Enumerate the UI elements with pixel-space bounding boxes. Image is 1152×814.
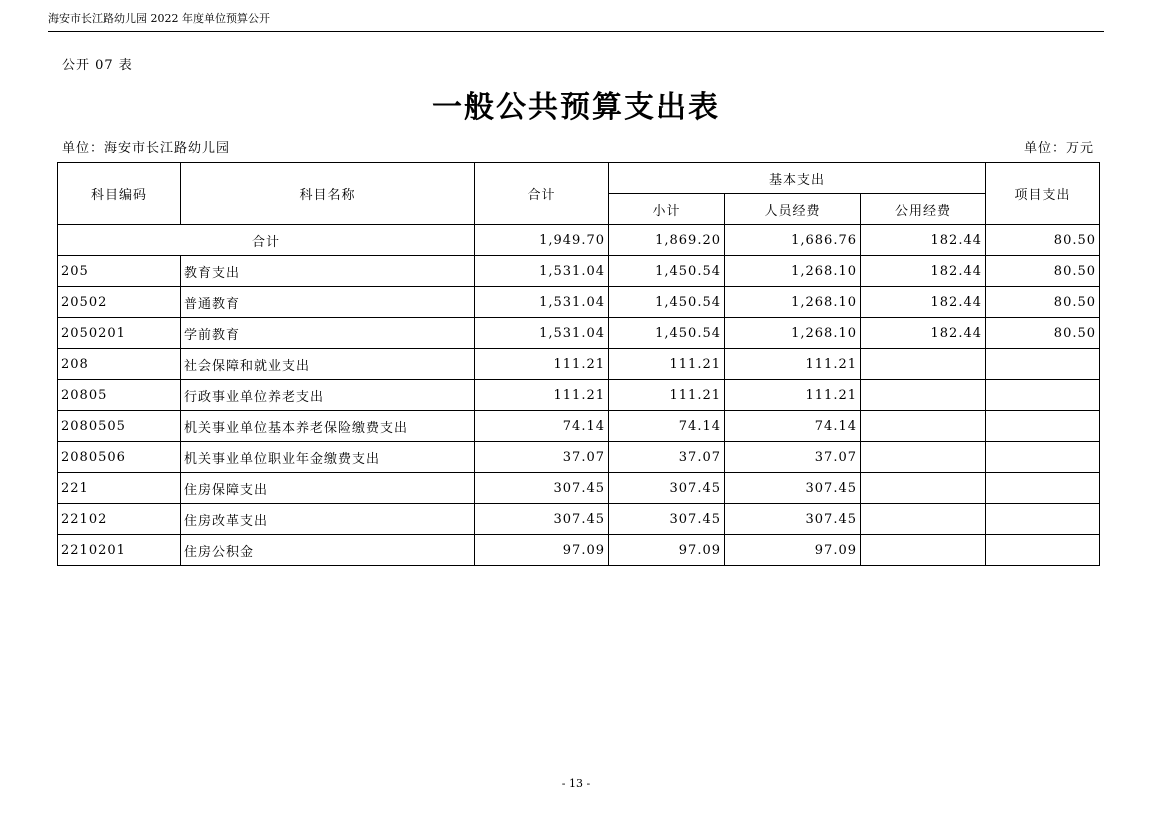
page-title: 一般公共预算支出表 [432, 90, 720, 125]
cell-personnel: 1,268.10 [725, 318, 861, 349]
cell-subtotal: 307.45 [609, 504, 725, 535]
cell-name: 住房保障支出 [181, 473, 475, 504]
cell-subtotal: 97.09 [609, 535, 725, 566]
unit-currency: 单位：万元 [1023, 141, 1094, 156]
table-row [58, 442, 1100, 473]
table-row [58, 380, 1100, 411]
cell-project: 80.50 [986, 318, 1100, 349]
cell-subtotal: 1,450.54 [609, 318, 725, 349]
cell-personnel: 1,268.10 [725, 256, 861, 287]
cell-project [986, 349, 1100, 380]
cell-code: 20502 [58, 287, 181, 318]
cell-public [861, 473, 986, 504]
column-header-name: 科目名称 [181, 163, 475, 225]
cell-project [986, 442, 1100, 473]
cell-code: 221 [58, 473, 181, 504]
column-header-subtotal: 小计 [609, 194, 725, 225]
total-row [58, 225, 1100, 256]
table-row [58, 504, 1100, 535]
cell-subtotal: 74.14 [609, 411, 725, 442]
cell-project [986, 535, 1100, 566]
cell-public: 182.44 [861, 256, 986, 287]
cell-name: 机关事业单位职业年金缴费支出 [181, 442, 475, 473]
cell-name: 住房公积金 [181, 535, 475, 566]
cell-total: 307.45 [475, 504, 609, 535]
total-cell-public: 182.44 [861, 225, 986, 256]
cell-personnel: 74.14 [725, 411, 861, 442]
cell-public [861, 535, 986, 566]
cell-project: 80.50 [986, 256, 1100, 287]
cell-name: 住房改革支出 [181, 504, 475, 535]
total-cell-total: 1,949.70 [475, 225, 609, 256]
cell-subtotal: 1,450.54 [609, 256, 725, 287]
cell-total: 37.07 [475, 442, 609, 473]
cell-code: 2080505 [58, 411, 181, 442]
table-row [58, 535, 1100, 566]
cell-code: 20805 [58, 380, 181, 411]
cell-total: 74.14 [475, 411, 609, 442]
cell-code: 205 [58, 256, 181, 287]
column-header-total: 合计 [475, 163, 609, 225]
column-header-personnel: 人员经费 [725, 194, 861, 225]
page-header [48, 10, 1104, 32]
page-number: - 13 - [561, 777, 591, 790]
cell-name: 学前教育 [181, 318, 475, 349]
table-row [58, 318, 1100, 349]
table-row [58, 473, 1100, 504]
cell-project [986, 504, 1100, 535]
column-header-public: 公用经费 [861, 194, 986, 225]
cell-personnel: 111.21 [725, 349, 861, 380]
cell-subtotal: 37.07 [609, 442, 725, 473]
cell-personnel: 37.07 [725, 442, 861, 473]
cell-name: 社会保障和就业支出 [181, 349, 475, 380]
total-cell-personnel: 1,686.76 [725, 225, 861, 256]
cell-subtotal: 1,450.54 [609, 287, 725, 318]
cell-code: 2050201 [58, 318, 181, 349]
cell-name: 教育支出 [181, 256, 475, 287]
cell-name: 普通教育 [181, 287, 475, 318]
cell-total: 1,531.04 [475, 287, 609, 318]
cell-project [986, 380, 1100, 411]
cell-public [861, 504, 986, 535]
table-code: 公开 07 表 [62, 58, 133, 73]
cell-public [861, 349, 986, 380]
cell-subtotal: 307.45 [609, 473, 725, 504]
cell-project [986, 411, 1100, 442]
total-label: 合计 [58, 225, 475, 256]
cell-total: 111.21 [475, 349, 609, 380]
column-header-code: 科目编码 [58, 163, 181, 225]
cell-total: 1,531.04 [475, 256, 609, 287]
cell-total: 307.45 [475, 473, 609, 504]
cell-name: 机关事业单位基本养老保险缴费支出 [181, 411, 475, 442]
budget-table [57, 162, 1100, 566]
cell-project [986, 473, 1100, 504]
cell-total: 1,531.04 [475, 318, 609, 349]
column-header-basic: 基本支出 [609, 163, 986, 194]
cell-public [861, 411, 986, 442]
cell-personnel: 1,268.10 [725, 287, 861, 318]
cell-code: 208 [58, 349, 181, 380]
cell-personnel: 111.21 [725, 380, 861, 411]
column-header-project: 项目支出 [986, 163, 1100, 225]
unit-organization: 单位：海安市长江路幼儿园 [62, 141, 231, 156]
cell-code: 2210201 [58, 535, 181, 566]
cell-code: 22102 [58, 504, 181, 535]
cell-total: 97.09 [475, 535, 609, 566]
table-row [58, 411, 1100, 442]
cell-code: 2080506 [58, 442, 181, 473]
cell-public [861, 380, 986, 411]
cell-personnel: 307.45 [725, 504, 861, 535]
table-row [58, 256, 1100, 287]
cell-public [861, 442, 986, 473]
cell-personnel: 307.45 [725, 473, 861, 504]
cell-total: 111.21 [475, 380, 609, 411]
cell-subtotal: 111.21 [609, 380, 725, 411]
cell-public: 182.44 [861, 318, 986, 349]
total-cell-project: 80.50 [986, 225, 1100, 256]
cell-project: 80.50 [986, 287, 1100, 318]
cell-subtotal: 111.21 [609, 349, 725, 380]
cell-public: 182.44 [861, 287, 986, 318]
total-cell-subtotal: 1,869.20 [609, 225, 725, 256]
cell-personnel: 97.09 [725, 535, 861, 566]
table-row [58, 287, 1100, 318]
header-text: 海安市长江路幼儿园 2022 年度单位预算公开 [48, 12, 270, 25]
cell-name: 行政事业单位养老支出 [181, 380, 475, 411]
table-row [58, 349, 1100, 380]
